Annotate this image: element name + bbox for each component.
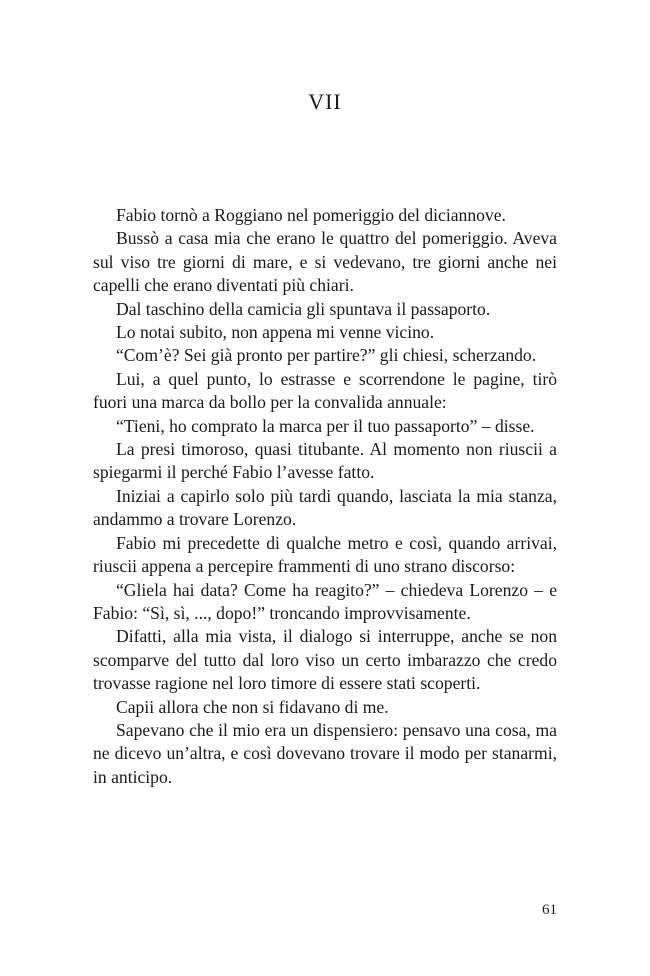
paragraph: Lui, a quel punto, lo estrasse e scorrendone le pagine, tirò fuori una marca da bollo per la convalida annuale: (93, 368, 557, 413)
chapter-title: VII (308, 89, 342, 114)
paragraph: Capii allora che non si fidavano di me. (116, 696, 389, 717)
paragraph: Bussò a casa mia che erano le quattro del pomeriggio. Aveva sul viso tre giorni di mare, e si vedevano, tre giorni anche nei capelli che erano diventati più chiari. (93, 228, 557, 296)
paragraph: “Tieni, ho comprato la marca per il tuo passaporto” – disse. (116, 415, 535, 436)
paragraph: Dal taschino della camicia gli spuntava il passaporto. (116, 298, 491, 319)
paragraph: “Com’è? Sei già pronto per partire?” gli chiesi, scherzando. (116, 345, 537, 366)
paragraph: “Gliela hai data? Come ha reagito?” – chiedeva Lorenzo – e Fabio: “Sì, sì, ..., dopo!” troncando improvvisamente. (93, 579, 557, 623)
paragraph: Sapevano che il mio era un dispensiero: pensavo una cosa, ma ne dicevo un’altra, e così dovevano trovare il modo per stanarmi, in anticipo. (93, 719, 557, 787)
body-text (93, 204, 557, 789)
paragraph: Lo notai subito, non appena mi venne vicino. (116, 322, 435, 343)
paragraph: La presi timoroso, quasi titubante. Al momento non riuscii a spiegarmi il perché Fabio l’avesse fatto. (93, 439, 557, 483)
paragraph: Fabio tornò a Roggiano nel pomeriggio del diciannove. (116, 205, 506, 225)
paragraph: Difatti, alla mia vista, il dialogo si interruppe, anche se non scomparve del tutto dal loro viso un certo imbarazzo che credo trovasse ragione nel loro timore di essere stati scoperti. (93, 626, 557, 694)
paragraph: Iniziai a capirlo solo più tardi quando, lasciata la mia stanza, andammo a trovare Lorenzo. (93, 485, 557, 530)
page-number: 61 (542, 902, 557, 918)
paragraph: Fabio mi precedette di qualche metro e così, quando arrivai, riuscii appena a percepire frammenti di uno strano discorso: (93, 532, 557, 577)
